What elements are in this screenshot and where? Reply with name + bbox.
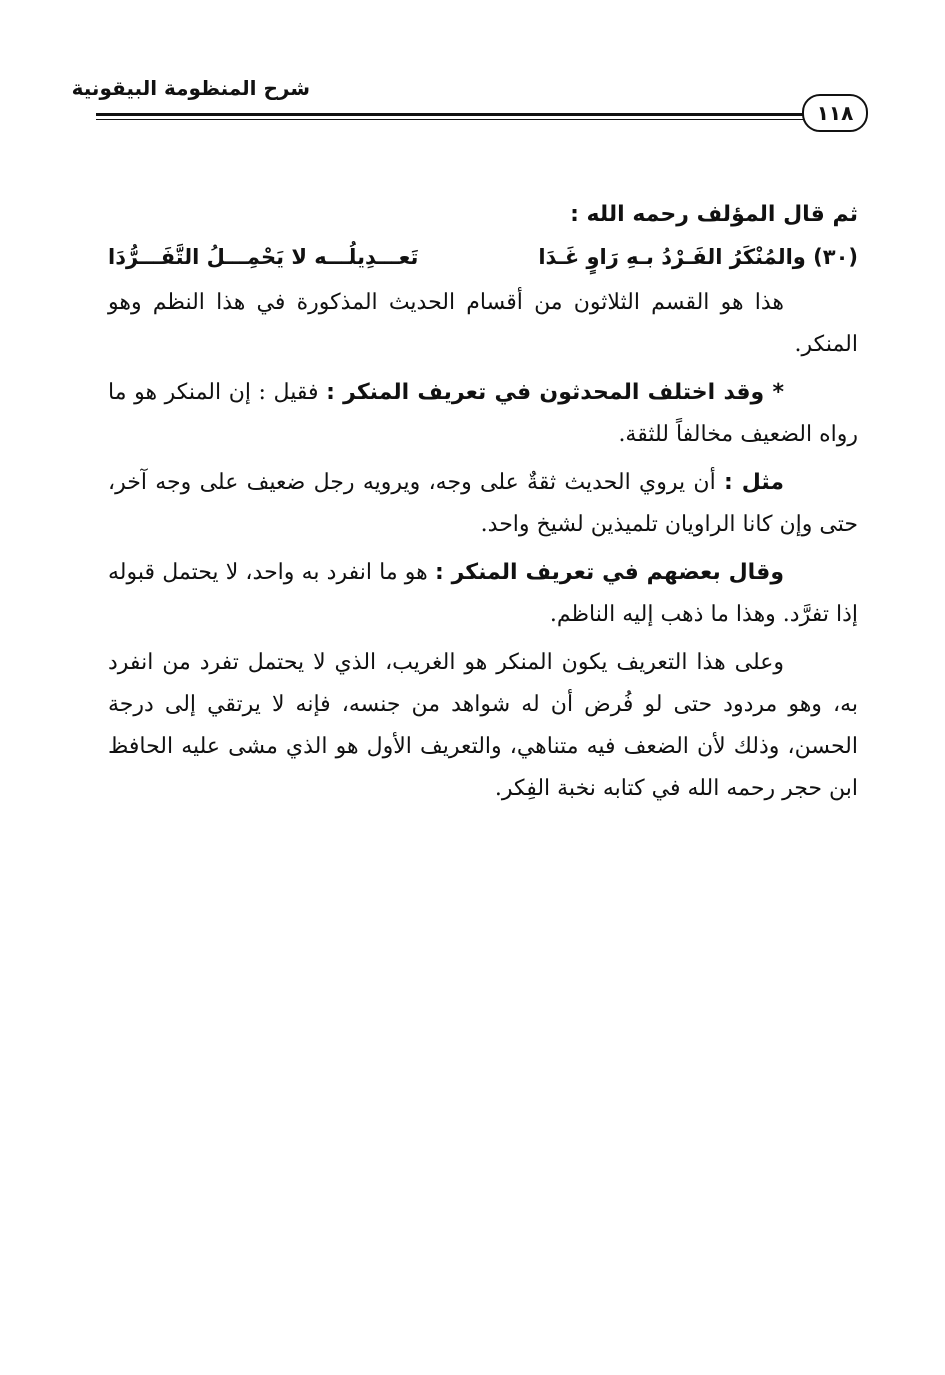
- verse-second-hemistich: تَعـــدِيلُـــه لا يَحْمِـــلُ التَّفَـــرُّدَا: [108, 245, 419, 269]
- running-title: شرح المنظومة البيقونية: [71, 76, 310, 100]
- page-body: [108, 194, 858, 816]
- verse-first-hemistich: (٣٠) والمُنْكَرُ الفَـرْدُ بـهِ رَاوٍ غَـدَا: [538, 245, 858, 269]
- page-number: ١١٨: [802, 94, 868, 132]
- paragraph-3: [108, 462, 858, 546]
- intro-line: ثم قال المؤلف رحمه الله :: [570, 202, 858, 227]
- paragraph-4: [108, 552, 858, 636]
- paragraph-2-text: فقيل : إن المنكر هو ما رواه الضعيف مخالفاً للثقة.: [108, 380, 858, 447]
- paragraph-2-lead: * وقد اختلف المحدثون في تعريف المنكر :: [326, 380, 784, 405]
- paragraph-2: [108, 372, 858, 456]
- verse-line: [108, 236, 858, 278]
- paragraph-4-text: هو ما انفرد به واحد، لا يحتمل قبوله إذا تفرَّد. وهذا ما ذهب إليه الناظم.: [108, 560, 858, 627]
- header-rule: [96, 113, 806, 116]
- paragraph-3-text: أن يروي الحديث ثقةٌ على وجه، ويرويه رجل ضعيف على وجه آخر، حتى وإن كانا الراويان تلميذين لشيخ واحد.: [108, 470, 858, 537]
- paragraph-1: هذا هو القسم الثلاثون من أقسام الحديث المذكورة في هذا النظم وهو المنكر.: [108, 290, 858, 357]
- header-rule-thin: [96, 119, 806, 120]
- paragraph-5: وعلى هذا التعريف يكون المنكر هو الغريب، الذي لا يحتمل تفرد من انفرد به، وهو مردود حتى لو فُرض أن له شواهد من جنسه، فإنه لا يرتقي إلى درجة الحسن، وذلك لأن الضعف فيه متناهي، والتعريف الأول هو الذي مشى عليه الحافظ ابن حجر رحمه الله في كتابه نخبة الفِكر.: [108, 650, 858, 801]
- paragraph-4-lead: وقال بعضهم في تعريف المنكر :: [434, 560, 785, 585]
- paragraph-3-lead: مثل :: [723, 470, 784, 495]
